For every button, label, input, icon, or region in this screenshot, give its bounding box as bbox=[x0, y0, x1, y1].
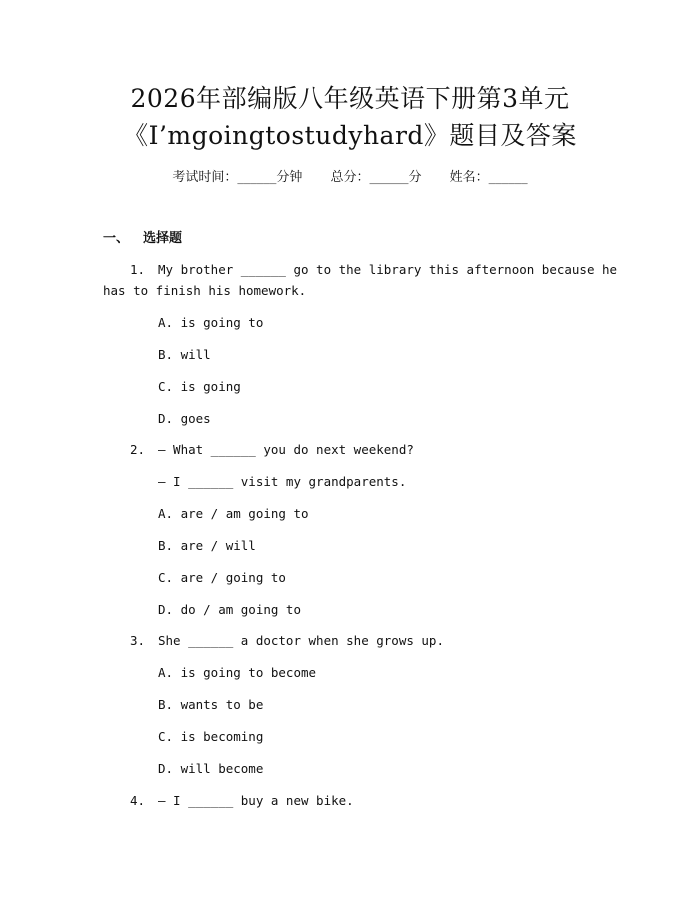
question-4-stem bbox=[130, 792, 354, 810]
section-title: 选择题 bbox=[143, 231, 183, 246]
question-2-stem-continued: — I ______ visit my grandparents. bbox=[158, 474, 407, 489]
question-1-stem bbox=[130, 261, 617, 279]
question-2-option-a: A. are / am going to bbox=[158, 506, 309, 521]
question-3-option-c: C. is becoming bbox=[158, 729, 264, 744]
question-2-option-d: D. do / am going to bbox=[158, 602, 301, 617]
question-2-option-b: B. are / will bbox=[158, 538, 256, 553]
question-3-option-d: D. will become bbox=[158, 761, 264, 776]
document-title-line-1: 2026年部编版八年级英语下册第3单元 bbox=[130, 84, 570, 113]
exam-student-name: 姓名：______ bbox=[449, 170, 528, 185]
exam-total-score: 总分：______分 bbox=[330, 170, 422, 185]
section-number: 一、 bbox=[103, 231, 130, 246]
question-text: — I ______ buy a new bike. bbox=[158, 793, 354, 808]
question-1-option-b: B. will bbox=[158, 347, 211, 362]
section-heading bbox=[103, 230, 182, 248]
question-1-option-a: A. is going to bbox=[158, 315, 264, 330]
question-3-option-b: B. wants to be bbox=[158, 697, 264, 712]
question-number: 4. bbox=[130, 793, 146, 808]
question-text: My brother ______ go to the library this afternoon because he bbox=[158, 262, 618, 277]
question-text: — What ______ you do next weekend? bbox=[158, 442, 414, 457]
question-1-option-c: C. is going bbox=[158, 379, 241, 394]
question-number: 1. bbox=[130, 262, 146, 277]
question-3-option-a: A. is going to become bbox=[158, 665, 317, 680]
question-1-option-d: D. goes bbox=[158, 411, 211, 426]
question-2-option-c: C. are / going to bbox=[158, 570, 286, 585]
exam-time: 考试时间：______分钟 bbox=[172, 170, 303, 185]
question-number: 2. bbox=[130, 442, 146, 457]
exam-info bbox=[0, 169, 700, 187]
question-1-stem-continued: has to finish his homework. bbox=[103, 283, 307, 298]
question-3-stem bbox=[130, 632, 444, 650]
question-number: 3. bbox=[130, 633, 146, 648]
document-title-line-2: 《I’mgoingtostudyhard》题目及答案 bbox=[123, 121, 577, 150]
question-2-stem bbox=[130, 441, 414, 459]
question-text: She ______ a doctor when she grows up. bbox=[158, 633, 444, 648]
